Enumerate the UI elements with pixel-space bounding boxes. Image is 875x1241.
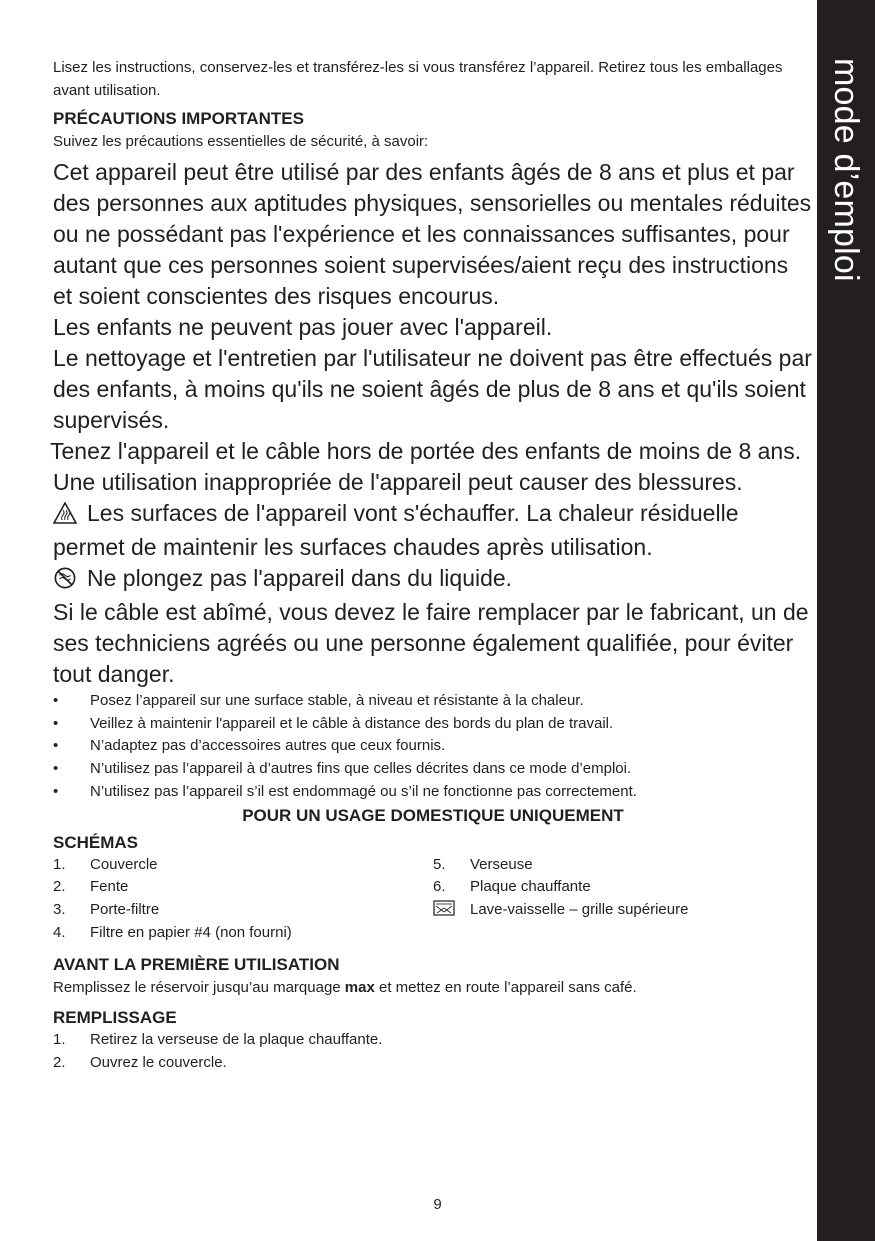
sidebar bbox=[817, 0, 875, 1241]
list-item: 5. Verseuse bbox=[433, 855, 533, 873]
precaution-paragraph: Si le câble est abîmé, vous devez le faire remplacer par le fabricant, un de ses techniciens agréés ou une personne également qualifiée, pour éviter tout danger. bbox=[53, 599, 809, 687]
hot-surface-warning-icon bbox=[53, 501, 77, 532]
precaution-paragraph: Cet appareil peut être utilisé par des enfants âgés de 8 ans et plus et par des personnes aux aptitudes physiques, sensorielles ou mentales réduites ou ne possédant pas l'expérience et les connaissances suffisantes, pour autant que ces personnes soient supervisées/aient reçu des instructions et soient conscientes des risques encourus. bbox=[53, 159, 812, 309]
list-item: • N’utilisez pas l’appareil à d’autres fins que celles décrites dans ce mode d’emploi. bbox=[53, 758, 813, 781]
dishwasher-icon bbox=[433, 899, 470, 922]
precaution-paragraph: Le nettoyage et l'entretien par l'utilisateur ne doivent pas être effectués par des enfants, à moins qu'ils ne soient âgés de plus de 8 ans et qu'ils soient supervisés. bbox=[53, 345, 812, 433]
no-immerse-text: Ne plongez pas l'appareil dans du liquide. bbox=[87, 565, 513, 591]
hot-surface-text: Les surfaces de l'appareil vont s'échauffer. La chaleur résiduelle permet de maintenir les surfaces chaudes après utilisation. bbox=[53, 500, 739, 560]
precautions-subheading: Suivez les précautions essentielles de sécurité, à savoir: bbox=[53, 133, 429, 150]
sidebar-title: mode d’emploi bbox=[827, 58, 865, 282]
list-item: • Posez l’appareil sur une surface stable, à niveau et résistante à la chaleur. bbox=[53, 690, 813, 713]
precaution-paragraph: Une utilisation inappropriée de l'appareil peut causer des blessures. bbox=[53, 469, 743, 495]
list-item: 2. Fente bbox=[53, 878, 129, 896]
list-item: • N’adaptez pas d’accessoires autres que ceux fournis. bbox=[53, 735, 813, 758]
list-item: 1. Couvercle bbox=[53, 855, 158, 873]
intro-text: Lisez les instructions, conservez-les et transférez-les si vous transférez l’appareil. Retirez tous les emballages avant utilisation. bbox=[53, 59, 783, 99]
remplissage-heading: REMPLISSAGE bbox=[53, 1008, 177, 1028]
precaution-no-immerse bbox=[53, 563, 813, 597]
page-content bbox=[50, 56, 813, 1075]
list-item: 6. Plaque chauffante bbox=[433, 878, 591, 896]
avant-heading: AVANT LA PREMIÈRE UTILISATION bbox=[53, 955, 340, 975]
avant-text: Remplissez le réservoir jusqu’au marquage max et mettez en route l’appareil sans café. bbox=[53, 979, 637, 997]
no-immerse-icon bbox=[53, 566, 77, 597]
list-item: • N’utilisez pas l’appareil s’il est endommagé ou s’il ne fonctionne pas correctement. bbox=[53, 781, 813, 804]
precaution-bullet-list bbox=[53, 690, 813, 804]
precaution-paragraph: Tenez l'appareil et le câble hors de portée des enfants de moins de 8 ans. bbox=[50, 438, 802, 464]
schemas-right-column bbox=[433, 854, 813, 945]
list-item: 2. Ouvrez le couvercle. bbox=[53, 1054, 227, 1072]
max-label: max bbox=[344, 979, 375, 997]
list-item: 4. Filtre en papier #4 (non fourni) bbox=[53, 923, 292, 941]
bullet-dot: • bbox=[53, 737, 59, 755]
precautions-heading: PRÉCAUTIONS IMPORTANTES bbox=[53, 109, 304, 128]
list-item: 1. Retirez la verseuse de la plaque chauffante. bbox=[53, 1031, 383, 1049]
precaution-paragraph: Les enfants ne peuvent pas jouer avec l'appareil. bbox=[53, 314, 553, 340]
list-item: • Veillez à maintenir l'appareil et le câble à distance des bords du plan de travail. bbox=[53, 713, 813, 736]
list-item: Lave-vaisselle – grille supérieure bbox=[433, 899, 813, 922]
bullet-dot: • bbox=[53, 782, 59, 800]
schemas-list bbox=[53, 854, 813, 945]
precaution-hot-surface bbox=[53, 498, 813, 563]
bullet-dot: • bbox=[53, 692, 59, 709]
bullet-dot: • bbox=[53, 760, 59, 778]
page-number: 9 bbox=[433, 1196, 442, 1213]
schemas-heading: SCHÉMAS bbox=[53, 832, 139, 852]
schemas-left-column bbox=[53, 854, 433, 945]
domestic-use-heading: POUR UN USAGE DOMESTIQUE UNIQUEMENT bbox=[242, 805, 624, 825]
bullet-dot: • bbox=[53, 714, 59, 732]
list-item: 3. Porte-filtre bbox=[53, 900, 160, 918]
